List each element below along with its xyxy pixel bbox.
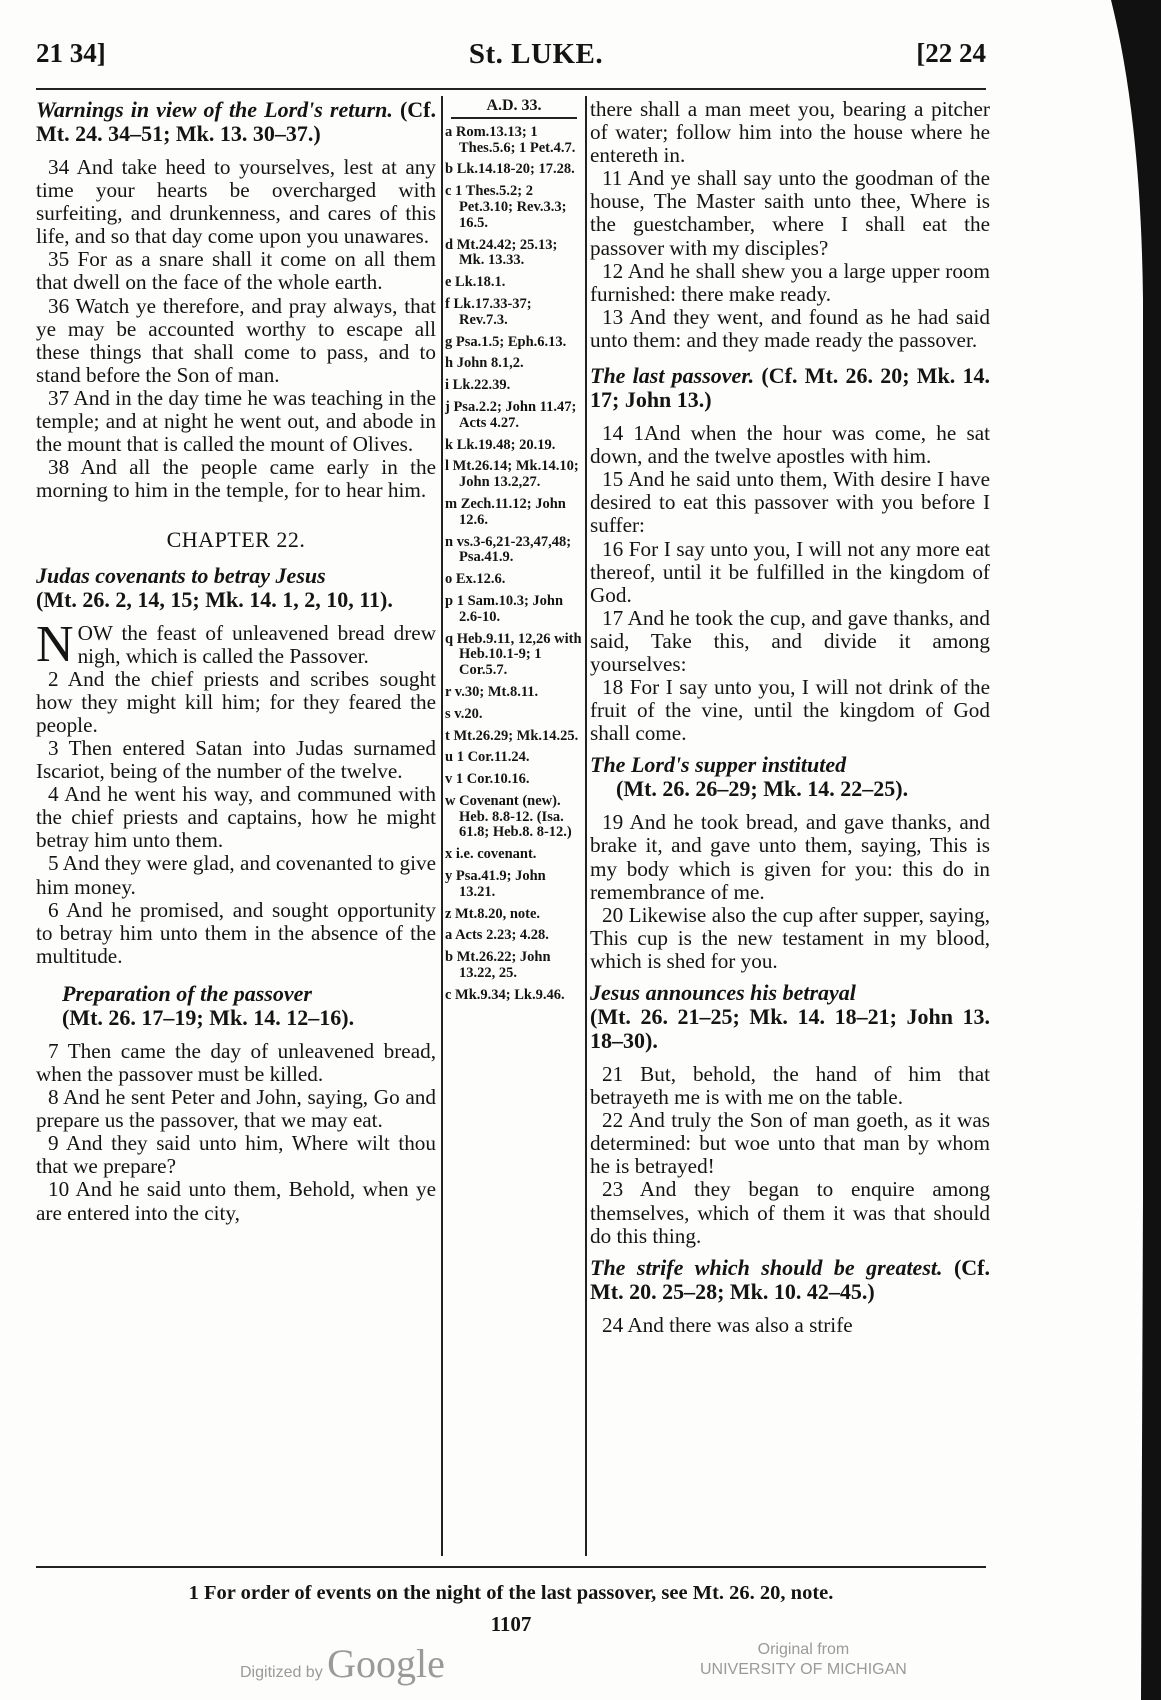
- margin-ref: n vs.3-6,21-23,47,48; Psa.41.9.: [445, 533, 572, 566]
- section-heading: Jesus announces his betrayal (Mt. 26. 21–25; Mk. 14. 18–21; John 13. 18–30).: [590, 980, 990, 1053]
- margin-ref: r v.30; Mt.8.11.: [445, 683, 539, 700]
- google-logo: Google: [327, 1641, 445, 1686]
- year-label: A.D. 33.: [451, 98, 577, 119]
- verse: 20 Likewise also the cup after supper, saying, This cup is the new testament in my blood, which is shed for you.: [590, 902, 990, 973]
- verse: 24 And there was also a strife: [602, 1312, 853, 1337]
- margin-ref: o Ex.12.6.: [445, 571, 506, 588]
- header-rule: [36, 88, 986, 90]
- footer-rule: [36, 1566, 986, 1568]
- margin-ref: k Lk.19.48; 20.19.: [445, 436, 556, 453]
- digitized-by-google-watermark: [240, 1640, 445, 1687]
- verse: 4 And he went his way, and communed with the chief priests and captains, how he might betray him unto them.: [36, 782, 436, 853]
- verse: 17 And he took the cup, and gave thanks, and said, Take this, and divide it among yourselves:: [590, 605, 990, 676]
- margin-ref: l Mt.26.14; Mk.14.10; John 13.2,27.: [445, 458, 579, 491]
- verse: 9 And they said unto him, Where wilt thou that we prepare?: [36, 1131, 436, 1179]
- verse: 7 Then came the day of unleavened bread, when the passover must be killed.: [36, 1038, 436, 1086]
- verse: 11 And ye shall say unto the goodman of the house, The Master saith unto thee, Where is the guestchamber, where I shall eat the passover with my disciples?: [590, 166, 990, 260]
- footnote: 1 For order of events on the night of the last passover, see Mt. 26. 20, note.: [188, 1582, 834, 1604]
- margin-ref: u 1 Cor.11.24.: [445, 749, 530, 766]
- verse: 5 And they were glad, and covenanted to give him money.: [36, 851, 436, 899]
- verse: 14 1And when the hour was come, he sat down, and the twelve apostles with him.: [590, 421, 990, 469]
- margin-ref: b Lk.14.18-20; 17.28.: [445, 161, 575, 178]
- verse: 13 And they went, and found as he had said unto them: and they made ready the passover.: [590, 304, 990, 352]
- margin-ref: c Mk.9.34; Lk.9.46.: [445, 986, 565, 1003]
- verse: 36 Watch ye therefore, and pray always, that ye may be accounted worthy to escape all these things that shall come to pass, and to stand before the Son of man.: [36, 293, 436, 387]
- verse: 18 For I say unto you, I will not drink of the fruit of the vine, until the kingdom of God shall come.: [590, 675, 990, 746]
- verse: 15 And he said unto them, With desire I have desired to eat this passover with you before I suffer:: [590, 467, 990, 538]
- verse: 38 And all the people came early in the morning to him in the temple, for to hear him.: [36, 455, 436, 503]
- section-heading: Warnings in view of the Lord's return. (Cf. Mt. 24. 34–51; Mk. 13. 30–37.): [36, 97, 437, 146]
- margin-ref: b Mt.26.22; John 13.22, 25.: [445, 949, 551, 982]
- section-heading: The strife which should be greatest. (Cf. Mt. 20. 25–28; Mk. 10. 42–45.): [590, 1254, 991, 1304]
- original-from-label: Original from: [757, 1641, 850, 1658]
- margin-ref: q Heb.9.11, 12,26 with Heb.10.1-9; 1 Cor.5.7.: [445, 630, 582, 679]
- section-heading: The Lord's supper instituted (Mt. 26. 26–29; Mk. 14. 22–25).: [590, 752, 909, 802]
- verse: 19 And he took bread, and gave thanks, and brake it, and gave unto them, saying, This is my body which is given for you: this do in remembrance of me.: [590, 810, 990, 904]
- margin-ref: p 1 Sam.10.3; John 2.6-10.: [445, 592, 564, 625]
- margin-ref: x i.e. covenant.: [445, 846, 537, 863]
- margin-ref: i Lk.22.39.: [445, 377, 511, 394]
- margin-ref: v 1 Cor.10.16.: [445, 771, 530, 788]
- verse: 2 And the chief priests and scribes sought how they might kill him; for they feared the people.: [36, 666, 436, 737]
- margin-ref: y Psa.41.9; John 13.21.: [445, 868, 546, 900]
- verse: 21 But, behold, the hand of him that betrayeth me is with me on the table.: [590, 1062, 990, 1110]
- verse: 37 And in the day time he was teaching in the temple; and at night he went out, and abode in the mount that is called the mount of Olives.: [36, 385, 436, 457]
- verse: 3 Then entered Satan into Judas surnamed Iscariot, being of the number of the twelve.: [36, 735, 436, 784]
- margin-ref: c 1 Thes.5.2; 2 Pet.3.10; Rev.3.3; 16.5.: [445, 183, 567, 231]
- margin-ref: e Lk.18.1.: [445, 274, 506, 291]
- verse: there shall a man meet you, bearing a pitcher of water; follow him into the house where he entereth in.: [590, 97, 990, 168]
- verse: 12 And he shall shew you a large upper room furnished: there make ready.: [590, 258, 990, 306]
- verse: 6 And he promised, and sought opportunity to betray him unto them in the absence of the multitude.: [36, 897, 436, 968]
- verse: 8 And he sent Peter and John, saying, Go and prepare us the passover, that we may eat.: [36, 1085, 436, 1133]
- margin-ref: a Rom.13.13; 1 Thes.5.6; 1 Pet.4.7.: [445, 123, 576, 156]
- chapter-heading: CHAPTER 22.: [166, 527, 306, 553]
- right-column: [590, 98, 990, 1337]
- section-heading: Judas covenants to betray Jesus (Mt. 26. 2, 14, 15; Mk. 14. 1, 2, 10, 11).: [36, 562, 393, 612]
- margin-ref: s v.20.: [445, 705, 483, 722]
- margin-ref: g Psa.1.5; Eph.6.13.: [445, 333, 567, 350]
- header-right-ref: [22 24: [916, 38, 986, 68]
- left-column: [36, 98, 436, 1225]
- verse: 34 And take heed to yourselves, lest at any time your hearts be overcharged with surfeiting, and drunkenness, and cares of this life, and so that day come upon you unawares.: [36, 155, 436, 249]
- verse: 22 And truly the Son of man goeth, as it was determined: but woe unto that man by whom he is betrayed!: [590, 1108, 990, 1179]
- page-edge-shadow: [1081, 0, 1161, 1700]
- verse: 23 And they began to enquire among themselves, which of them it was that should do this thing.: [590, 1177, 990, 1248]
- verse: N OW the feast of unleavened bread drew nigh, which is called the Passover.: [36, 615, 436, 673]
- book-title: St. LUKE.: [468, 38, 604, 70]
- running-header: [36, 38, 986, 78]
- margin-ref: d Mt.24.42; 25.13; Mk. 13.33.: [445, 236, 558, 269]
- column-rule-right: [585, 96, 587, 1556]
- margin-ref: j Psa.2.2; John 11.47; Acts 4.27.: [445, 398, 577, 431]
- verse: 16 For I say unto you, I will not any more eat thereof, until it be fulfilled in the kingdom of God.: [590, 536, 990, 607]
- page-number: 1107: [490, 1612, 532, 1636]
- margin-references: [445, 96, 583, 1010]
- university-label: UNIVERSITY OF MICHIGAN: [700, 1661, 907, 1678]
- margin-ref: t Mt.26.29; Mk.14.25.: [445, 727, 579, 744]
- digitized-by-label: Digitized by: [240, 1664, 323, 1681]
- verse: 35 For as a snare shall it come on all them that dwell on the face of the whole earth.: [36, 247, 436, 295]
- column-rule-left: [441, 96, 443, 1556]
- margin-ref: w Covenant (new). Heb. 8.8-12. (Isa. 61.8; Heb.8. 8-12.): [445, 792, 572, 841]
- drop-cap: N: [36, 615, 74, 673]
- margin-ref: z Mt.8.20, note.: [445, 905, 541, 922]
- margin-ref: f Lk.17.33-37; Rev.7.3.: [445, 295, 532, 328]
- original-source-watermark: [700, 1640, 907, 1680]
- header-left-ref: 21 34]: [36, 38, 106, 68]
- margin-ref: a Acts 2.23; 4.28.: [445, 927, 549, 944]
- margin-ref: m Zech.11.12; John 12.6.: [445, 495, 566, 528]
- section-heading: Preparation of the passover (Mt. 26. 17–19; Mk. 14. 12–16).: [62, 980, 355, 1030]
- section-heading: The last passover. (Cf. Mt. 26. 20; Mk. 14. 17; John 13.): [590, 363, 991, 413]
- margin-ref: h John 8.1,2.: [445, 355, 524, 372]
- verse: 10 And he said unto them, Behold, when ye are entered into the city,: [36, 1177, 436, 1225]
